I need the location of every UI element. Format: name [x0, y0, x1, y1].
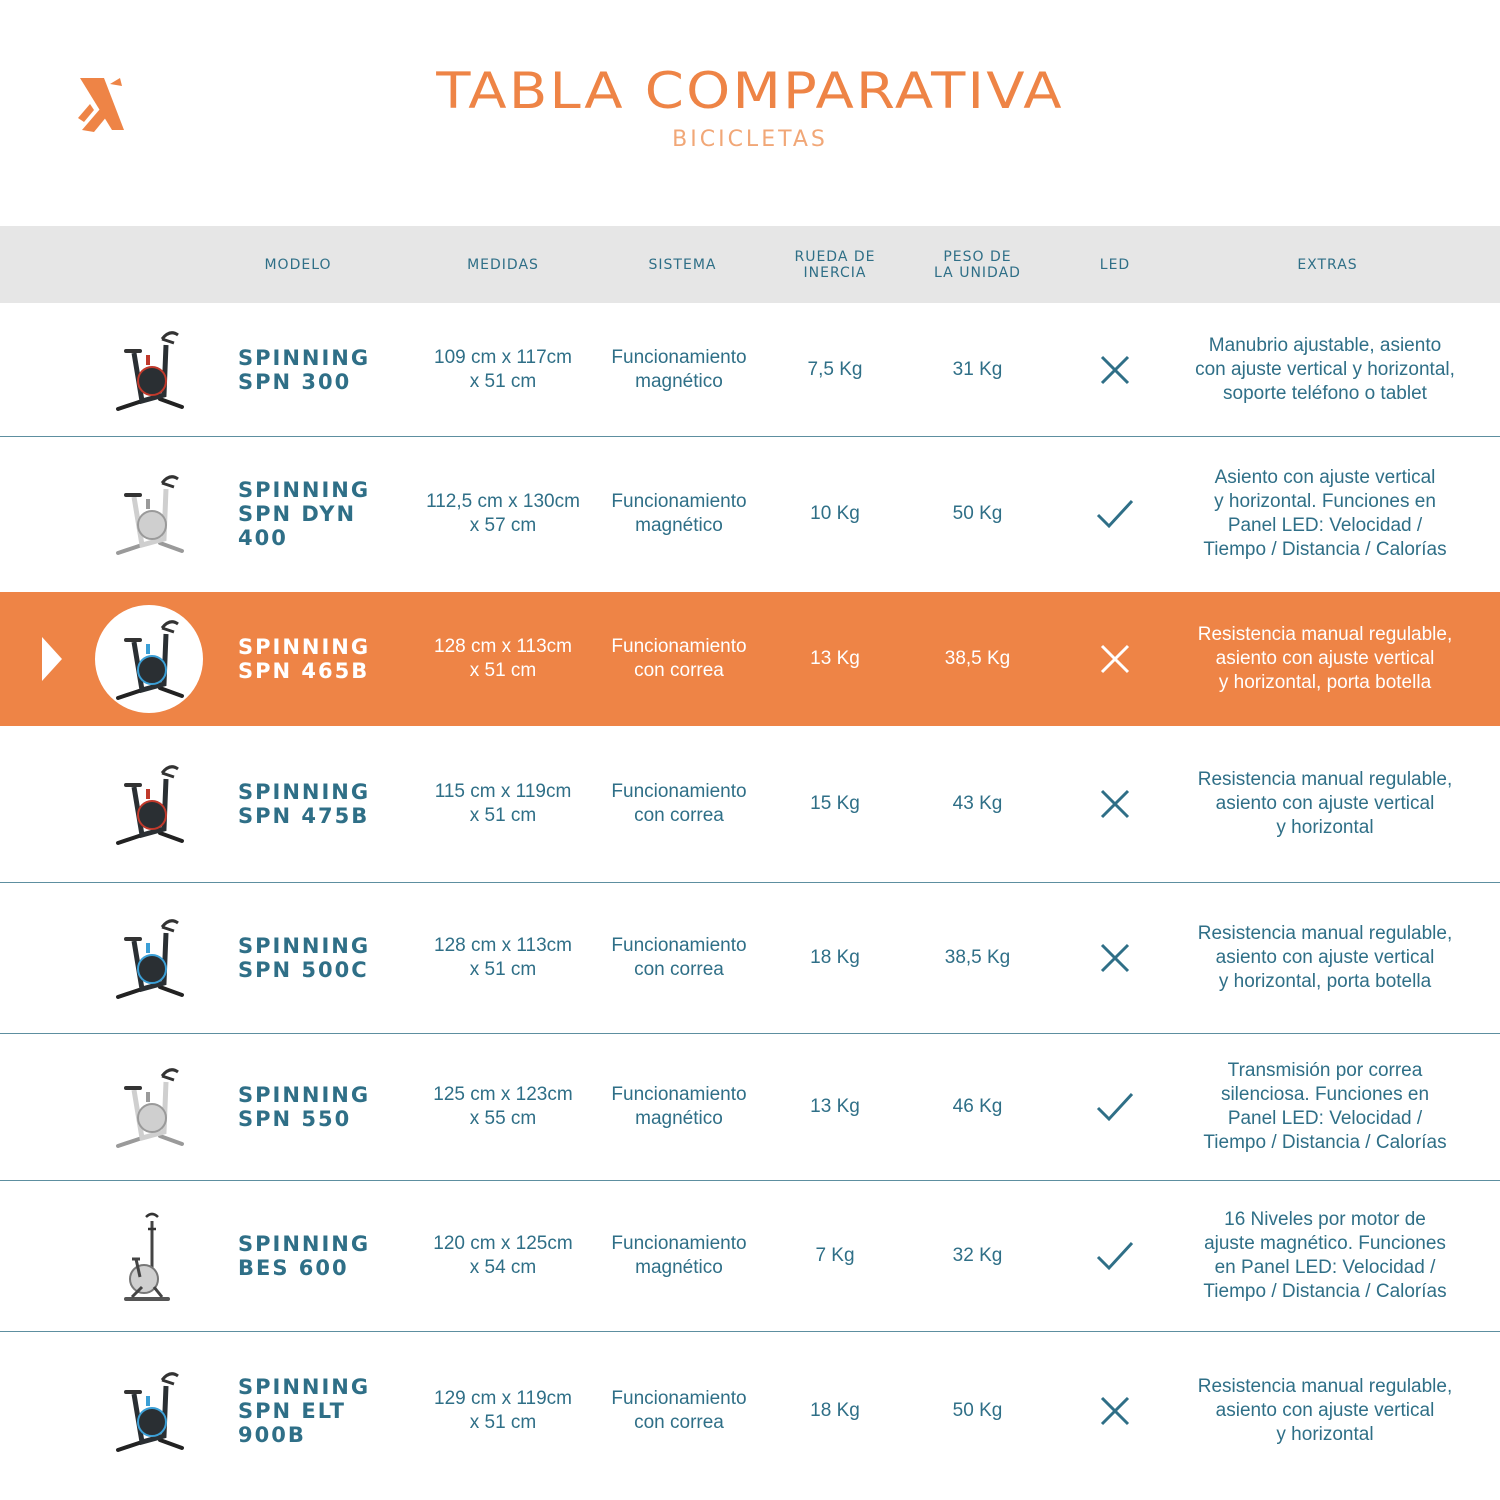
cell-medidas: 125 cm x 123cm x 55 cm — [433, 1083, 573, 1129]
bike-image — [112, 1211, 182, 1310]
cell-rueda: 7,5 Kg — [807, 358, 863, 380]
cell-peso: 38,5 Kg — [944, 648, 1011, 669]
cell-peso: 43 Kg — [952, 793, 1003, 814]
table-row[interactable] — [0, 592, 1500, 726]
column-header-extras: EXTRAS — [1297, 256, 1358, 273]
bike-image — [112, 1366, 187, 1460]
cell-rueda: 18 Kg — [810, 1400, 860, 1421]
table-row[interactable] — [0, 436, 1500, 592]
table-header — [0, 226, 1500, 303]
column-header-modelo: MODELO — [264, 256, 332, 273]
cell-medidas: 115 cm x 119cm x 51 cm — [434, 781, 572, 826]
table-row[interactable] — [0, 1180, 1500, 1332]
cell-rueda: 15 Kg — [810, 793, 860, 814]
cell-peso: 31 Kg — [952, 358, 1003, 380]
check-icon — [1065, 1033, 1165, 1180]
cell-modelo: SPINNING SPN DYN 400 — [238, 478, 371, 550]
cross-icon — [1065, 882, 1165, 1033]
table-row[interactable] — [0, 1331, 1500, 1491]
cell-medidas: 109 cm x 117cm x 51 cm — [434, 346, 572, 392]
cell-sistema: Funcionamiento magnético — [611, 346, 747, 392]
cell-extras: Resistencia manual regulable, asiento con ajuste vertical y horizontal, porta botella — [1197, 624, 1453, 693]
column-header-rueda: RUEDA DE INERCIA — [794, 248, 876, 281]
cell-rueda: 7 Kg — [815, 1244, 855, 1266]
column-header-peso: PESO DE LA UNIDAD — [934, 248, 1021, 281]
cell-extras: Resistencia manual regulable, asiento con ajuste vertical y horizontal — [1197, 1376, 1453, 1445]
cell-extras: Manubrio ajustable, asiento con ajuste vertical y horizontal, soporte teléfono o tablet — [1195, 334, 1455, 404]
cell-extras: Transmisión por correa silenciosa. Funciones en Panel LED: Velocidad / Tiempo / Distancia / Calorías — [1203, 1059, 1447, 1153]
bike-image — [112, 469, 187, 563]
cell-extras: 16 Niveles por motor de ajuste magnético. Funciones en Panel LED: Velocidad / Tiempo / Distancia / Calorías — [1203, 1208, 1447, 1302]
cell-sistema: Funcionamiento magnético — [611, 491, 747, 536]
cell-peso: 32 Kg — [952, 1244, 1003, 1266]
cell-medidas: 120 cm x 125cm x 54 cm — [433, 1232, 573, 1278]
cell-sistema: Funcionamiento magnético — [611, 1083, 747, 1129]
cell-extras: Resistencia manual regulable, asiento con ajuste vertical y horizontal, porta botella — [1197, 922, 1453, 992]
cell-modelo: SPINNING BES 600 — [238, 1231, 371, 1280]
cell-peso: 46 Kg — [952, 1095, 1003, 1117]
cell-sistema: Funcionamiento con correa — [611, 934, 747, 980]
column-header-medidas: MEDIDAS — [467, 256, 539, 273]
check-icon — [1065, 1180, 1165, 1331]
bike-image — [112, 614, 187, 708]
table-row[interactable] — [0, 882, 1500, 1034]
cell-medidas: 129 cm x 119cm x 51 cm — [434, 1388, 572, 1433]
cell-rueda: 13 Kg — [810, 648, 860, 669]
cell-rueda: 13 Kg — [810, 1095, 860, 1117]
cross-icon — [1065, 303, 1165, 436]
bike-image — [112, 759, 187, 853]
bike-image — [112, 913, 187, 1007]
bike-image — [112, 1062, 187, 1156]
table-row[interactable] — [0, 726, 1500, 883]
cell-rueda: 10 Kg — [810, 503, 860, 524]
cell-modelo: SPINNING SPN 475B — [238, 780, 371, 828]
column-header-sistema: SISTEMA — [648, 256, 717, 273]
cell-sistema: Funcionamiento con correa — [611, 781, 747, 826]
page-subtitle: BICICLETAS — [672, 127, 828, 152]
cross-icon — [1065, 726, 1165, 882]
page-title: TABLA COMPARATIVA — [436, 62, 1064, 120]
cell-peso: 50 Kg — [952, 503, 1003, 524]
cell-rueda: 18 Kg — [810, 946, 860, 968]
cell-sistema: Funcionamiento con correa — [611, 1388, 747, 1433]
check-icon — [1065, 436, 1165, 592]
cell-medidas: 128 cm x 113cm x 51 cm — [434, 934, 572, 980]
table-row[interactable] — [0, 303, 1500, 437]
cross-icon — [1065, 592, 1165, 726]
cell-peso: 50 Kg — [952, 1400, 1003, 1421]
bike-image — [112, 325, 187, 419]
cross-icon — [1065, 1331, 1165, 1491]
cell-modelo: SPINNING SPN 500C — [238, 933, 371, 982]
selected-row-arrow-icon — [42, 637, 62, 681]
cell-sistema: Funcionamiento con correa — [611, 636, 747, 681]
table-row[interactable] — [0, 1033, 1500, 1181]
column-header-led: LED — [1099, 256, 1131, 273]
cell-modelo: SPINNING SPN 300 — [238, 345, 371, 394]
cell-extras: Resistencia manual regulable, asiento con ajuste vertical y horizontal — [1197, 769, 1453, 838]
cell-medidas: 128 cm x 113cm x 51 cm — [434, 636, 572, 681]
cell-peso: 38,5 Kg — [944, 946, 1011, 968]
cell-modelo: SPINNING SPN ELT 900B — [238, 1375, 371, 1447]
cell-modelo: SPINNING SPN 465B — [238, 635, 371, 683]
cell-extras: Asiento con ajuste vertical y horizontal. Funciones en Panel LED: Velocidad / Tiempo / Distancia / Calorías — [1203, 467, 1447, 560]
cell-sistema: Funcionamiento magnético — [611, 1232, 747, 1278]
cell-medidas: 112,5 cm x 130cm x 57 cm — [426, 491, 580, 536]
cell-modelo: SPINNING SPN 550 — [238, 1082, 371, 1131]
